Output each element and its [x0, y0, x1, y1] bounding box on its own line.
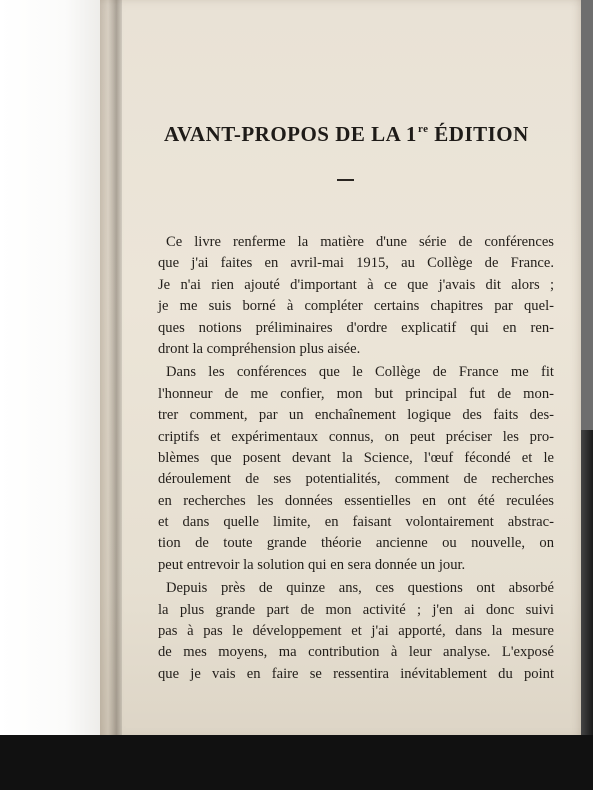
paragraph-2 [158, 362, 554, 576]
text-line: en recherches les données essentielles en ont été reculées [158, 492, 554, 509]
text-line: tion de toute grande théorie ancienne ou nouvelle, on [158, 535, 554, 552]
heading-superscript: re [417, 123, 429, 136]
text-line: déroulement de ses potentialités, comment de recherches [158, 471, 554, 488]
paragraph-3 [158, 578, 554, 685]
text-line: la plus grande part de mon activité ; j'en ai donc suivi [158, 601, 554, 618]
text-line: Je n'ai rien ajouté d'important à ce que j'avais dit alors ; [158, 276, 554, 293]
text-line: dront la compréhension plus aisée. [158, 340, 361, 357]
text-line: que j'ai faites en avril-mai 1915, au Collège de France. [158, 255, 554, 272]
text-line: Dans les conférences que le Collège de France me fit [166, 364, 554, 381]
text-line: je me suis borné à compléter certains chapitres par quel- [158, 298, 554, 315]
book-gutter-shadow [108, 0, 122, 790]
background-surface-bottom [0, 735, 593, 790]
paragraph-1 [158, 232, 554, 360]
text-line: blèmes que posent devant la Science, l'œuf fécondé et le [158, 449, 554, 466]
text-line: et dans quelle limite, en faisant volontairement abstrac- [158, 514, 554, 531]
text-line: que je vais en faire se ressentira inévitablement du point [158, 665, 554, 682]
text-line: de mes moyens, ma contribution à leur analyse. L'exposé [158, 644, 554, 661]
heading-rule [337, 179, 354, 181]
text-line: ques notions préliminaires d'ordre explicatif qui en ren- [158, 319, 554, 336]
text-line: Depuis près de quinze ans, ces questions ont absorbé [166, 580, 554, 597]
heading-suffix: ÉDITION [428, 122, 529, 147]
text-line: criptifs et expérimentaux connus, on peut préciser les pro- [158, 428, 554, 445]
text-line: peut entrevoir la solution qui en sera donnée un jour. [158, 556, 466, 573]
text-line: trer comment, par un enchaînement logique des faits des- [158, 407, 554, 424]
text-line: l'honneur de me confier, mon but principal fut de mon- [158, 385, 554, 402]
text-line: Ce livre renferme la matière d'une série de conférences [166, 234, 554, 250]
text-line: pas à pas le développement et j'ai apporté, dans la mesure [158, 623, 554, 640]
page-heading [164, 122, 544, 147]
heading-prefix: AVANT-PROPOS DE LA 1 [164, 122, 417, 147]
body-text [158, 232, 554, 685]
